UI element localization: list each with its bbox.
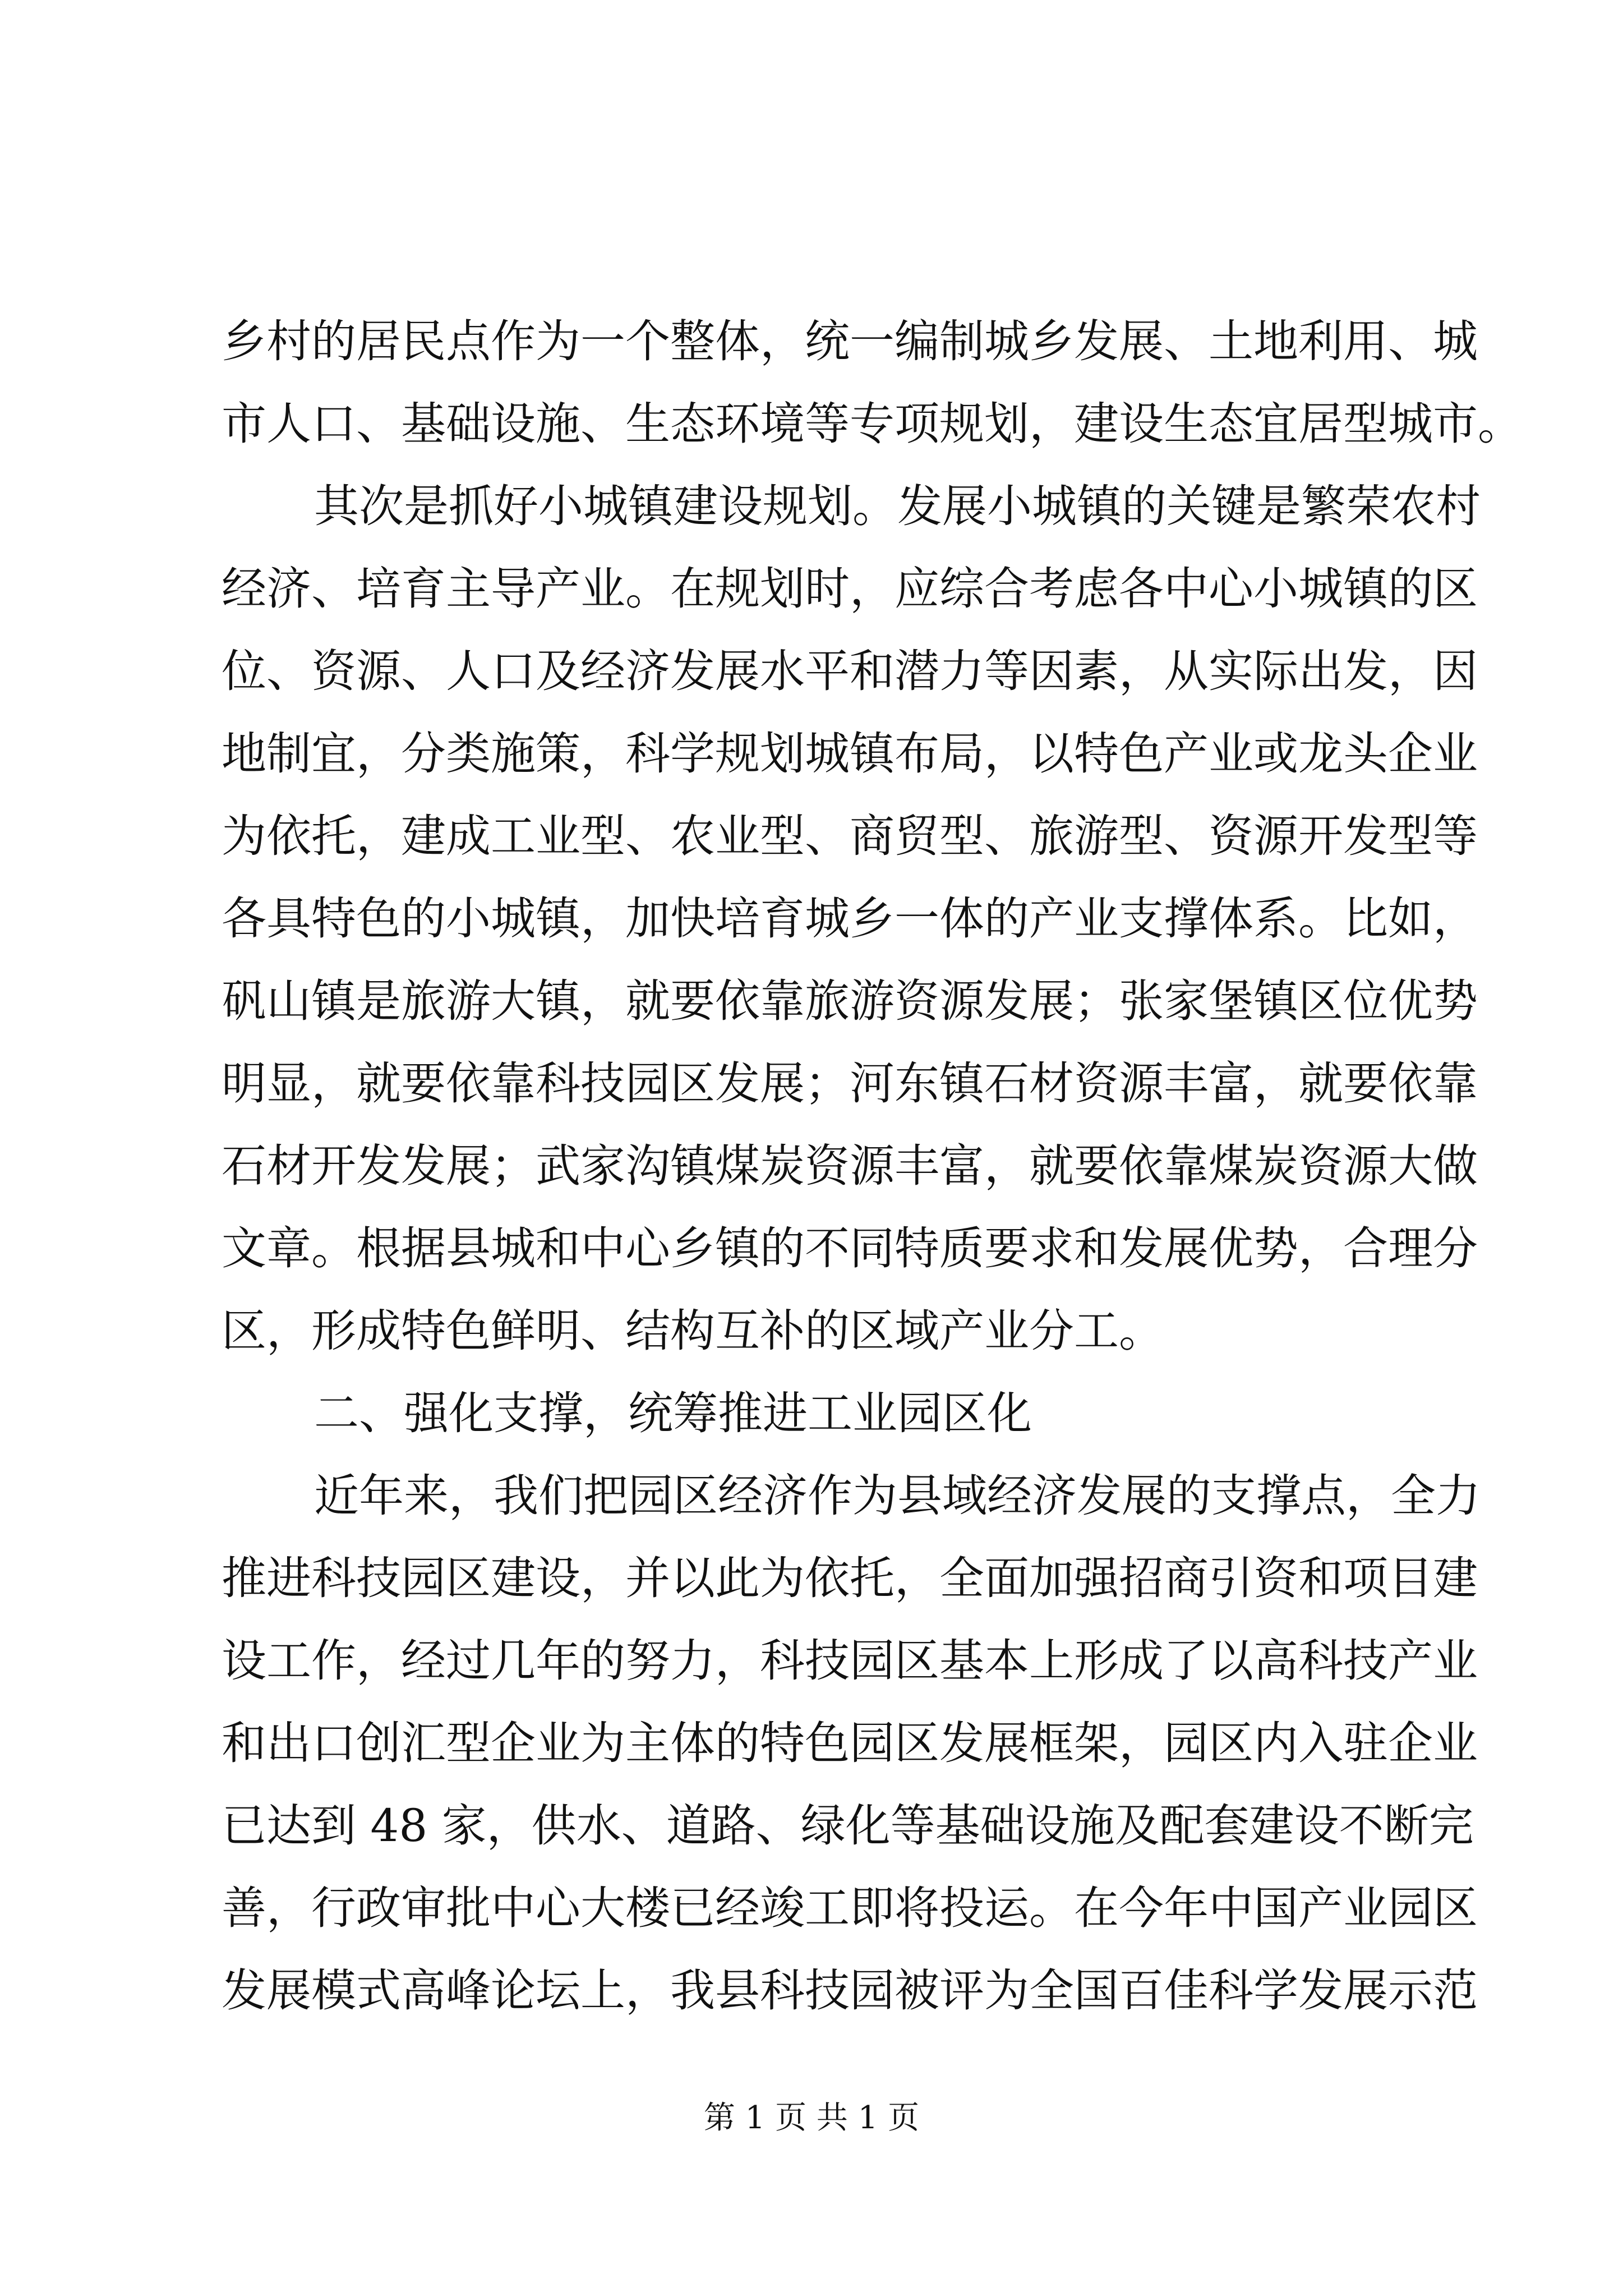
text-line: 经济、培育主导产业。在规划时，应综合考虑各中心小城镇的区 <box>222 563 1478 615</box>
body-text <box>222 300 1523 2032</box>
text-line: 善，行政审批中心大楼已经竣工即将投运。在今年中国产业园区 <box>222 1882 1478 1934</box>
text-line: 矾山镇是旅游大镇，就要依靠旅游资源发展；张家堡镇区位优势 <box>222 975 1478 1027</box>
paragraph-start-line: 其次是抓好小城镇建设规划。发展小城镇的关键是繁荣农村 <box>314 480 1481 532</box>
page-number: 第 1 页 共 1 页 <box>703 2100 920 2136</box>
section-heading: 二、强化支撑，统筹推进工业园区化 <box>314 1387 1032 1439</box>
text-line: 发展模式高峰论坛上，我县科技园被评为全国百佳科学发展示范 <box>222 1964 1478 2017</box>
text-line: 位、资源、人口及经济发展水平和潜力等因素，从实际出发，因 <box>222 645 1478 697</box>
text-line: 地制宜，分类施策，科学规划城镇布局，以特色产业或龙头企业 <box>222 728 1478 780</box>
text-line: 为依托，建成工业型、农业型、商贸型、旅游型、资源开发型等 <box>222 810 1478 862</box>
text-line: 各具特色的小城镇，加快培育城乡一体的产业支撑体系。比如， <box>222 892 1478 945</box>
text-line: 乡村的居民点作为一个整体，统一编制城乡发展、土地利用、城 <box>222 315 1478 367</box>
paragraph-start-line: 近年来，我们把园区经济作为县域经济发展的支撑点，全力 <box>314 1470 1481 1522</box>
text-line: 区，形成特色鲜明、结构互补的区域产业分工。 <box>222 1305 1164 1357</box>
text-line: 推进科技园区建设，并以此为依托，全面加强招商引资和项目建 <box>222 1552 1478 1604</box>
text-line: 已达到 48 家，供水、道路、绿化等基础设施及配套建设不断完 <box>222 1800 1474 1852</box>
text-line: 设工作，经过几年的努力，科技园区基本上形成了以高科技产业 <box>222 1635 1478 1687</box>
text-line: 石材开发发展；武家沟镇煤炭资源丰富，就要依靠煤炭资源大做 <box>222 1140 1478 1192</box>
text-line: 市人口、基础设施、生态环境等专项规划，建设生态宜居型城市。 <box>222 398 1523 450</box>
text-line: 明显，就要依靠科技园区发展；河东镇石材资源丰富，就要依靠 <box>222 1057 1478 1110</box>
text-line: 和出口创汇型企业为主体的特色园区发展框架，园区内入驻企业 <box>222 1717 1478 1769</box>
page-footer <box>0 2099 1623 2138</box>
text-line: 文章。根据县城和中心乡镇的不同特质要求和发展优势，合理分 <box>222 1222 1478 1274</box>
